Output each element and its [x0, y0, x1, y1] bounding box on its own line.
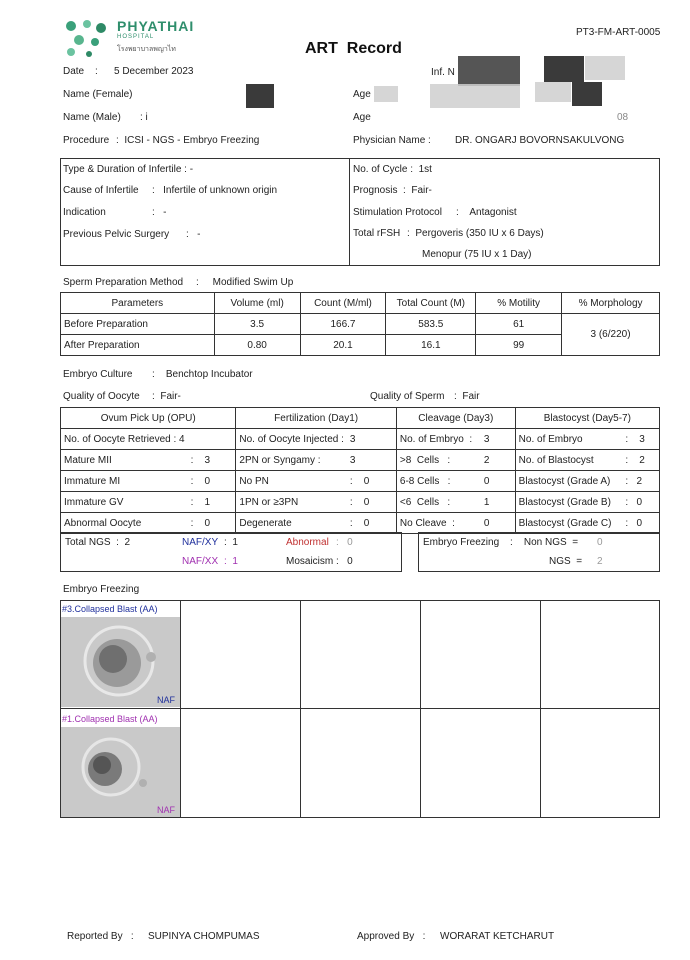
table-cell: 3.5 [214, 314, 300, 335]
table-cell: 99 [476, 335, 562, 356]
embryo-1-image [61, 617, 180, 707]
pelvic-label: Previous Pelvic Surgery [63, 229, 170, 240]
mosaicism-label: Mosaicism [286, 556, 334, 567]
reported-by-label: Reported By : [67, 931, 134, 942]
stage-cell-label: No. of Oocyte Injected : [236, 429, 347, 450]
column-header: Count (M/ml) [300, 293, 386, 314]
reported-by-value: SUPINYA CHOMPUMAS [148, 931, 260, 942]
embryo-2-tag: NAF [157, 805, 175, 815]
stage-cell-value: : 0 [622, 492, 659, 513]
stage-cell-label: Blastocyst (Grade C) [515, 513, 622, 534]
stage-cell-label: Immature MI [61, 471, 188, 492]
stage-cell-value: : 0 [347, 471, 397, 492]
stage-cell-label: Blastocyst (Grade A) [515, 471, 622, 492]
physician-label: Physician Name : [353, 135, 431, 146]
morphology-cell: 3 (6/220) [562, 314, 660, 356]
stage-cell-label: No. of Oocyte Retrieved : 4 [61, 429, 188, 450]
table-row [61, 492, 660, 513]
hospital-thai-name: โรงพยาบาลพญาไท [117, 46, 176, 53]
column-header: Ovum Pick Up (OPU) [61, 408, 236, 429]
prognosis-value: : Fair- [403, 185, 432, 196]
date-label: Date [63, 66, 85, 77]
hospital-name: PHYATHAI [117, 18, 195, 34]
abnormal-label: Abnormal [286, 537, 329, 548]
date-value: 5 December 2023 [114, 66, 194, 77]
stage-cell-value: : 0 [188, 471, 236, 492]
indication-label: Indication [63, 207, 106, 218]
stage-cell-value: 3 [347, 429, 397, 450]
stage-cell-label: No. of Blastocyst [515, 450, 622, 471]
naf-xx-value: : 1 [224, 556, 238, 567]
abnormal-value: : 0 [336, 537, 353, 548]
embryo-1-caption: #3.Collapsed Blast (AA) [62, 604, 158, 614]
approved-by-value: WORARAT KETCHARUT [440, 931, 555, 942]
table-row [61, 314, 660, 335]
stage-cell-value: 3 [481, 429, 515, 450]
grid-divider [540, 600, 541, 818]
stage-cell-label: No. of Embryo : [396, 429, 480, 450]
naf-xx-label: NAF/XX [182, 556, 219, 567]
stage-cell-value: 0 [481, 471, 515, 492]
table-cell: 583.5 [386, 314, 476, 335]
stage-cell-value: : 3 [188, 450, 236, 471]
male-name-label: Name (Male) [63, 112, 121, 123]
history-divider [349, 158, 350, 266]
naf-xy-label: NAF/XY [182, 537, 219, 548]
stage-rows [61, 429, 660, 534]
sperm-table [60, 292, 660, 356]
column-header: Blastocyst (Day5-7) [515, 408, 659, 429]
redaction-block [544, 56, 584, 82]
hospital-logo [63, 18, 111, 58]
table-row [61, 450, 660, 471]
table-header-row [61, 408, 660, 429]
stage-cell-label: No Cleave : [396, 513, 480, 534]
embryo-2-image [61, 727, 180, 817]
stage-cell-label: Immature GV [61, 492, 188, 513]
fsh-value: : Pergoveris (350 IU x 6 Days) [407, 228, 544, 239]
stage-cell-label: 1PN or ≥3PN [236, 492, 347, 513]
female-name-label: Name (Female) [63, 89, 133, 100]
table-row [61, 429, 660, 450]
stage-cell-value: : 0 [622, 513, 659, 534]
embryo-2-caption: #1.Collapsed Blast (AA) [62, 714, 158, 724]
total-ngs: Total NGS : 2 [65, 537, 131, 548]
stage-cell-label: 2PN or Syngamy : [236, 450, 347, 471]
ngs-label: NGS = [549, 556, 583, 567]
mosaicism-value: : 0 [336, 556, 353, 567]
document-title: ART Record [305, 40, 402, 57]
column-header: % Morphology [562, 293, 660, 314]
column-header: Total Count (M) [386, 293, 476, 314]
age-label-male: Age [353, 112, 371, 123]
physician-value: DR. ONGARJ BOVORNSAKULVONG [455, 135, 625, 146]
oocyte-quality-value: : Fair- [152, 391, 181, 402]
table-cell: After Preparation [61, 335, 215, 356]
non-ngs-label: : Non NGS = [510, 537, 579, 548]
pelvic-value: : - [186, 229, 201, 240]
stage-cell-value: 2 [481, 450, 515, 471]
redaction-block [585, 56, 625, 80]
fsh-label: Total rFSH [353, 228, 401, 239]
stage-cell-label: Blastocyst (Grade B) [515, 492, 622, 513]
table-cell: 16.1 [386, 335, 476, 356]
redaction-block [430, 84, 520, 108]
table-cell: 61 [476, 314, 562, 335]
table-cell: Before Preparation [61, 314, 215, 335]
table-cell: 0.80 [214, 335, 300, 356]
stage-cell-label: >8 Cells : [396, 450, 480, 471]
table-header-row [61, 293, 660, 314]
cycle-label: No. of Cycle : 1st [353, 164, 432, 175]
stage-cell-label: Mature MII [61, 450, 188, 471]
culture-value: : Benchtop Incubator [152, 369, 253, 380]
stage-cell-label: No. of Embryo [515, 429, 622, 450]
sperm-method-value: : Modified Swim Up [196, 277, 294, 288]
non-ngs-value: 0 [597, 537, 603, 548]
form-code: PT3-FM-ART-0005 [576, 27, 661, 38]
procedure-value: : ICSI - NGS - Embryo Freezing [116, 135, 260, 146]
stage-cell-label: No PN [236, 471, 347, 492]
column-header: Cleavage (Day3) [396, 408, 515, 429]
hospital-subname: HOSPITAL [117, 34, 155, 40]
redaction-block [246, 84, 274, 108]
grid-divider [420, 600, 421, 818]
indication-value: : - [152, 207, 167, 218]
oocyte-quality-label: Quality of Oocyte [63, 391, 140, 402]
stage-cell-value: 3 [347, 450, 397, 471]
redaction-block [535, 82, 571, 102]
freezing-summary-label: Embryo Freezing [423, 537, 500, 548]
table-cell: 166.7 [300, 314, 386, 335]
column-header: Fertilization (Day1) [236, 408, 397, 429]
stage-cell-value: : 2 [622, 450, 659, 471]
stage-cell-value: : 0 [347, 513, 397, 534]
stage-cell-value: : 0 [188, 513, 236, 534]
stage-cell-value [188, 429, 236, 450]
column-header: % Motility [476, 293, 562, 314]
age-label-female: Age [353, 89, 371, 100]
stage-cell-value: : 1 [188, 492, 236, 513]
culture-label: Embryo Culture [63, 369, 133, 380]
table-row [61, 513, 660, 534]
stage-cell-label: <6 Cells : [396, 492, 480, 513]
naf-xy-value: : 1 [224, 537, 238, 548]
stim-value: : Antagonist [456, 207, 517, 218]
procedure-label: Procedure [63, 135, 110, 146]
table-row [61, 471, 660, 492]
stage-cell-label: Abnormal Oocyte [61, 513, 188, 534]
embryo-stage-table [60, 407, 660, 534]
inf-label: Inf. N [431, 67, 455, 78]
stage-cell-value: : 3 [622, 429, 659, 450]
infertile-type: Type & Duration of Infertile : - [63, 164, 194, 175]
sperm-quality-value: : Fair [454, 391, 480, 402]
table-cell: 20.1 [300, 335, 386, 356]
sperm-quality-label: Quality of Sperm [370, 391, 445, 402]
stage-cell-value: : 0 [347, 492, 397, 513]
redaction-block [374, 86, 398, 102]
sperm-method-label: Sperm Preparation Method [63, 277, 184, 288]
grid-divider [60, 708, 660, 709]
column-header: Parameters [61, 293, 215, 314]
cause-label: Cause of Infertile [63, 185, 139, 196]
stage-cell-value: 0 [481, 513, 515, 534]
approved-by-label: Approved By : [357, 931, 426, 942]
male-name-value: : i [140, 112, 148, 123]
embryo-1-tag: NAF [157, 695, 175, 705]
stage-cell-value: 1 [481, 492, 515, 513]
fsh-value-2: Menopur (75 IU x 1 Day) [422, 249, 532, 260]
prognosis-label: Prognosis [353, 185, 398, 196]
stage-cell-value: : 2 [622, 471, 659, 492]
grid-divider [300, 600, 301, 818]
stage-cell-label: Degenerate [236, 513, 347, 534]
stage-cell-label: 6-8 Cells : [396, 471, 480, 492]
age-tail: 08 [617, 112, 629, 123]
date-sep: : [95, 66, 98, 77]
redaction-block [572, 82, 602, 106]
ngs-value: 2 [597, 556, 603, 567]
embryo-freezing-section-label: Embryo Freezing [63, 584, 140, 595]
redaction-block [458, 56, 520, 86]
grid-divider [180, 600, 181, 818]
column-header: Volume (ml) [214, 293, 300, 314]
cause-value: : Infertile of unknown origin [152, 185, 278, 196]
stim-label: Stimulation Protocol [353, 207, 442, 218]
